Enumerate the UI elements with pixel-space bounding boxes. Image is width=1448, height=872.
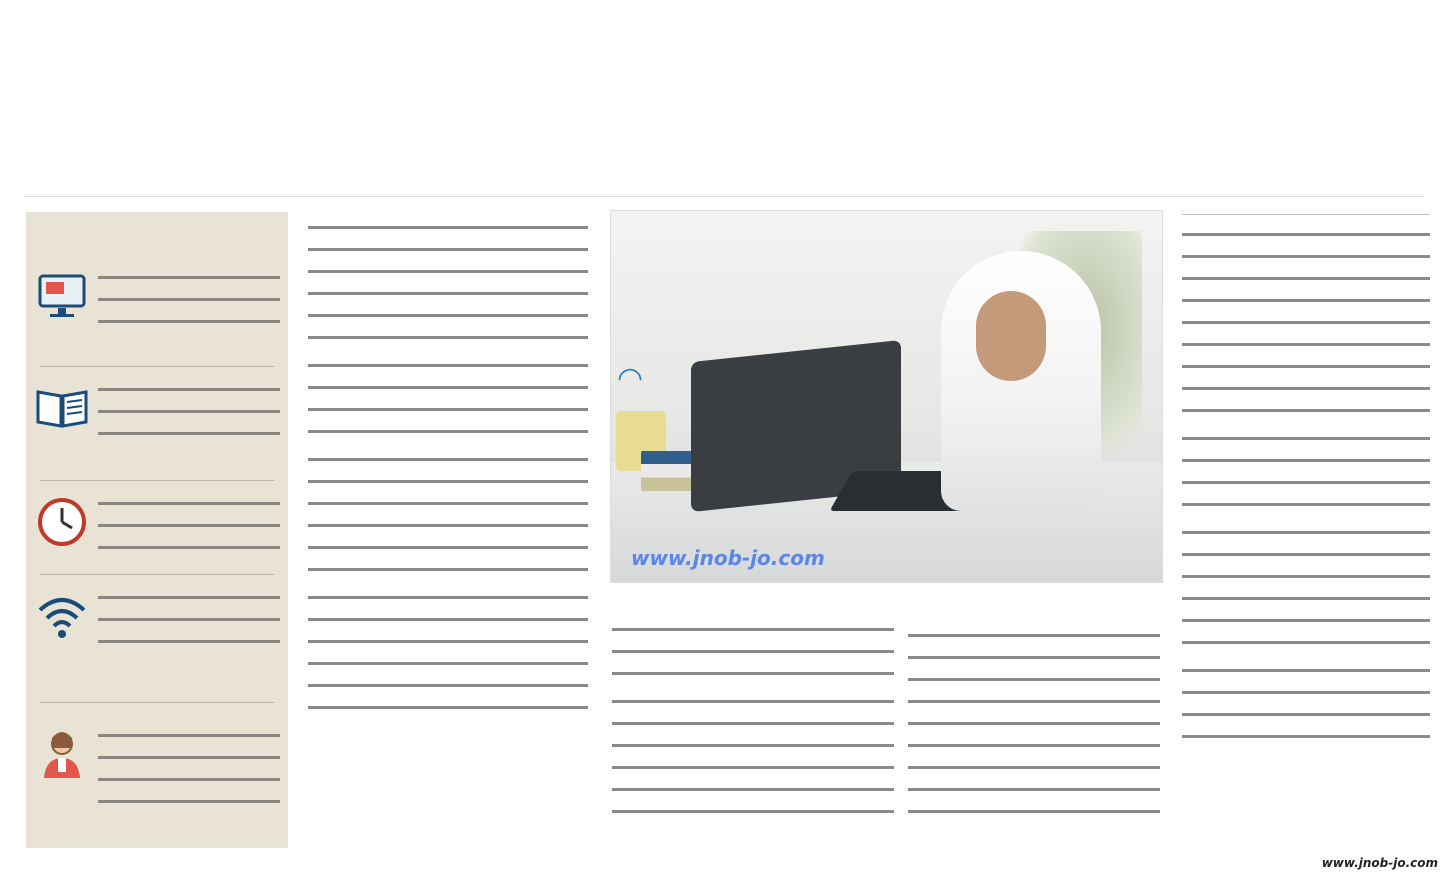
teacher-icon xyxy=(34,726,90,782)
paragraph-section xyxy=(1182,427,1430,515)
sidebar-item xyxy=(34,268,280,334)
sidebar-item xyxy=(34,726,280,814)
paragraph-section xyxy=(1182,521,1430,653)
article-photo xyxy=(610,210,1163,583)
paragraph-section xyxy=(612,618,894,684)
sidebar-item-text xyxy=(98,380,280,446)
paragraph-section xyxy=(612,690,894,822)
sidebar-panel xyxy=(26,212,288,848)
sidebar-divider xyxy=(40,366,274,367)
sidebar-item-text xyxy=(98,494,280,560)
wifi-icon: ◠ xyxy=(617,361,644,396)
sidebar-divider xyxy=(40,574,274,575)
watermark: www.jnob-jo.com xyxy=(631,546,825,570)
sidebar-item xyxy=(34,380,280,446)
column-left xyxy=(308,210,588,724)
column-middle-left xyxy=(612,618,894,828)
paragraph-section xyxy=(908,624,1160,822)
footer-url: www.jnob-jo.com xyxy=(1321,856,1438,870)
paragraph-section xyxy=(308,586,588,718)
byline xyxy=(1182,210,1430,215)
paragraph-section xyxy=(308,216,588,348)
sidebar-item xyxy=(34,588,280,654)
sidebar-divider xyxy=(40,702,274,703)
sidebar-title xyxy=(26,212,288,232)
headline xyxy=(20,120,1430,188)
student-face-image xyxy=(976,291,1046,381)
sidebar-item-text xyxy=(98,268,280,334)
paragraph-section xyxy=(308,354,588,442)
column-right xyxy=(1182,210,1430,753)
clock-icon xyxy=(34,494,90,550)
column-middle-right xyxy=(908,618,1160,828)
paragraph-intro xyxy=(1182,223,1430,421)
headline-rule xyxy=(24,196,1424,197)
paragraph-section xyxy=(1182,659,1430,747)
book-icon xyxy=(34,380,90,436)
wifi-icon xyxy=(34,588,90,644)
student-image xyxy=(941,251,1101,511)
sidebar-item-text xyxy=(98,588,280,654)
sidebar-item xyxy=(34,494,280,560)
sidebar-item-text xyxy=(98,726,280,814)
paragraph-section xyxy=(308,448,588,580)
computer-icon xyxy=(34,268,90,324)
sidebar-divider xyxy=(40,480,274,481)
